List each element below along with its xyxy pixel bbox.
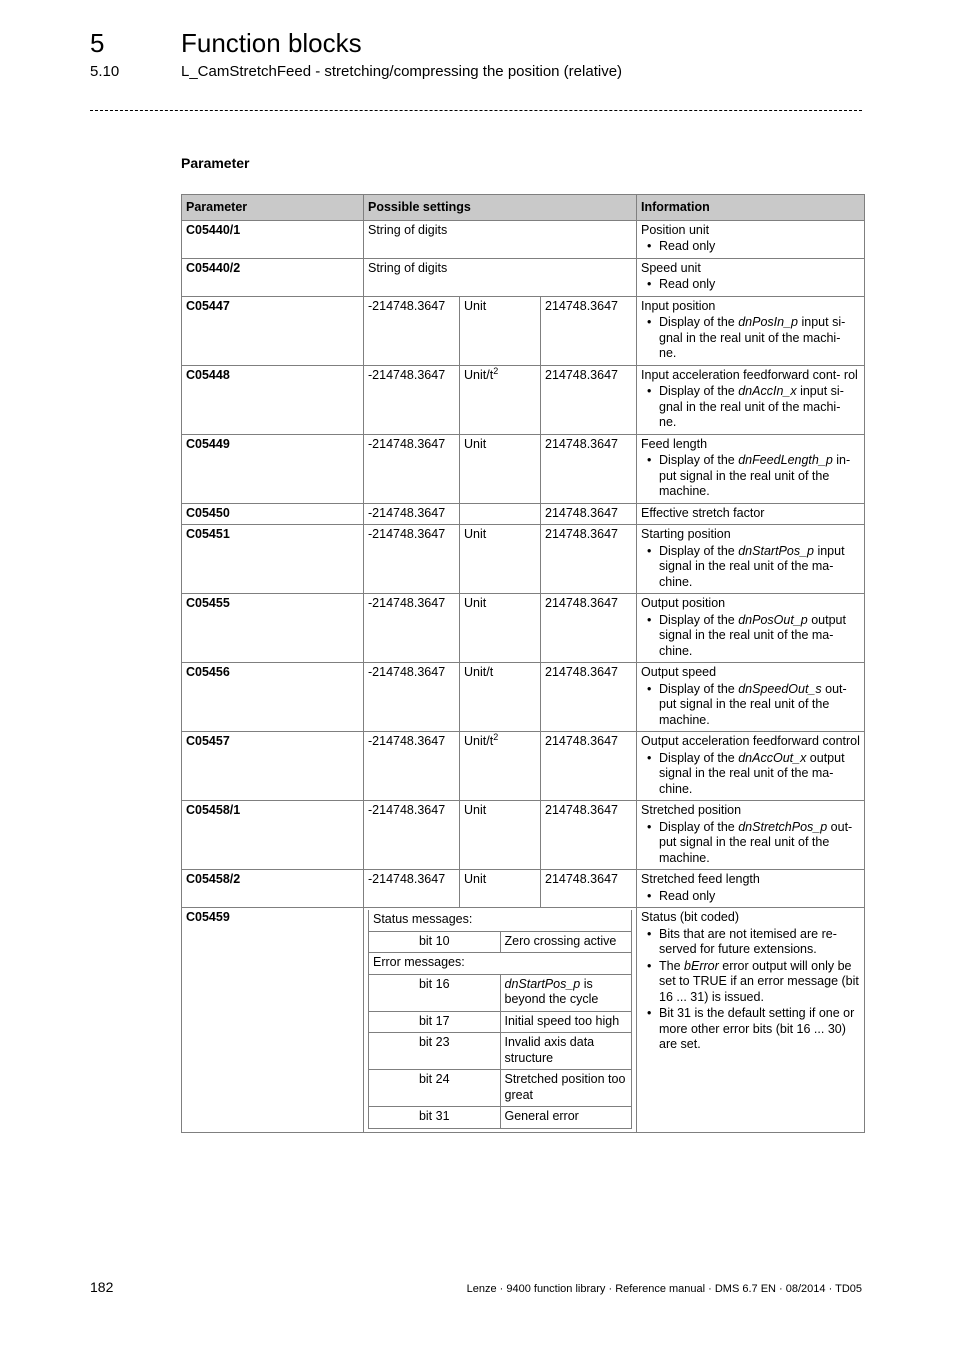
info-title: Output speed <box>641 665 717 679</box>
setting-min: -214748.3647 <box>364 525 460 594</box>
info-bullet <box>641 820 860 867</box>
unit-text: Unit <box>464 527 487 541</box>
table-row <box>182 258 865 296</box>
parameter-code: C05450 <box>182 503 364 525</box>
unit-text: Unit <box>464 298 487 313</box>
info-cell <box>637 365 865 434</box>
signal-name: dnPosIn_p <box>738 315 799 329</box>
table-row <box>182 801 865 870</box>
status-group-label: Status messages: <box>369 910 632 931</box>
table-row <box>182 663 865 732</box>
bullet-text: Display of the <box>659 384 739 398</box>
bit-number: bit 17 <box>369 1011 501 1033</box>
info-bullet: • Bit 31 is the default setting if one or more other error bits (bit 16 ... 30) are set. <box>641 1006 860 1053</box>
bullet-text: input si- gnal in the real unit of the machi- ne. <box>659 384 844 429</box>
info-title: Output acceleration feedforward control <box>641 734 860 748</box>
parameter-code: C05451 <box>182 525 364 594</box>
setting-max: 214748.3647 <box>541 365 637 434</box>
setting-text: String of digits <box>364 220 637 258</box>
signal-name: dnPosOut_p <box>738 612 808 627</box>
setting-max: 214748.3647 <box>541 663 637 732</box>
info-title: Input position <box>641 298 716 313</box>
setting-min: -214748.3647 <box>364 801 460 870</box>
setting-max: 214748.3647 <box>541 503 637 525</box>
bullet-text: Display of the <box>659 543 739 558</box>
table-row-status <box>182 908 865 1133</box>
info-bullet <box>641 453 860 500</box>
table-row <box>182 870 865 908</box>
status-bit-row <box>369 931 632 953</box>
setting-max: 214748.3647 <box>541 732 637 801</box>
bullet-text: Display of the <box>659 612 739 627</box>
parameter-code: C05459 <box>182 908 364 1133</box>
bit-description <box>500 1107 632 1129</box>
info-title: Stretched feed length <box>641 872 760 886</box>
parameter-table <box>181 194 865 1133</box>
unit-text: Unit <box>464 803 487 817</box>
bullet-text: out- put signal in the real unit of the machine. <box>659 819 853 865</box>
header-possible-settings: Possible settings <box>364 195 637 221</box>
status-bit-row <box>369 1070 632 1107</box>
setting-max: 214748.3647 <box>541 296 637 365</box>
setting-min: -214748.3647 <box>364 870 460 908</box>
table-row <box>182 594 865 663</box>
info-bullet: • Bits that are not itemised are re- served for future extensions. <box>641 927 860 958</box>
bit-text: Invalid axis data structure <box>504 1035 595 1065</box>
setting-text: String of digits <box>364 258 637 296</box>
bullet-text: Display of the <box>659 315 739 329</box>
sub-heading: Parameter <box>181 155 250 171</box>
status-bit-row <box>369 1107 632 1129</box>
info-cell <box>637 525 865 594</box>
bullet-text: input si- gnal in the real unit of the machi- ne. <box>659 315 846 360</box>
info-bullet <box>641 315 860 362</box>
setting-unit <box>460 503 541 525</box>
info-bullet <box>641 613 860 660</box>
unit-text: Unit/t <box>464 665 494 679</box>
signal-name: dnFeedLength_p <box>738 453 833 467</box>
setting-min: -214748.3647 <box>364 503 460 525</box>
setting-min: -214748.3647 <box>364 594 460 663</box>
setting-min: -214748.3647 <box>364 365 460 434</box>
chapter-number: 5 <box>90 28 105 58</box>
bullet-text: output signal in the real unit of the ma- chine. <box>659 750 845 796</box>
info-cell <box>637 908 865 1133</box>
bit-number: bit 31 <box>369 1107 501 1129</box>
table-row <box>182 296 865 365</box>
setting-min: -214748.3647 <box>364 732 460 801</box>
status-settings <box>364 908 637 1133</box>
bullet-text: in- put signal in the real unit of the machine. <box>659 453 851 498</box>
bullet-text: Display of the <box>659 681 739 696</box>
info-bullet <box>641 544 860 591</box>
setting-unit <box>460 870 541 908</box>
chapter-title: Function blocks <box>181 28 362 58</box>
bit-description <box>500 974 632 1011</box>
unit-exponent: 2 <box>493 365 499 376</box>
info-title: Stretched position <box>641 803 742 817</box>
table-header-row <box>182 195 865 221</box>
bullet-text: input signal in the real unit of the ma- chine. <box>659 543 845 589</box>
info-title: Output position <box>641 596 726 610</box>
signal-name: dnStretchPos_p <box>738 819 828 834</box>
table-row <box>182 732 865 801</box>
info-title: Status (bit coded) <box>641 910 739 924</box>
parameter-code: C05455 <box>182 594 364 663</box>
parameter-code: C05447 <box>182 296 364 365</box>
status-bit-row <box>369 974 632 1011</box>
setting-max: 214748.3647 <box>541 434 637 503</box>
setting-unit <box>460 296 541 365</box>
info-cell <box>637 503 865 525</box>
signal-name: bError <box>684 958 719 973</box>
unit-text: Unit <box>464 436 487 451</box>
bit-text: Zero crossing active <box>504 933 617 948</box>
bit-number: bit 16 <box>369 974 501 1011</box>
table-row <box>182 525 865 594</box>
setting-unit <box>460 801 541 870</box>
parameter-code: C05458/1 <box>182 801 364 870</box>
info-cell <box>637 732 865 801</box>
setting-min: -214748.3647 <box>364 663 460 732</box>
signal-name: dnAccIn_x <box>738 384 797 398</box>
parameter-code: C05456 <box>182 663 364 732</box>
signal-name: dnStartPos_p <box>504 976 581 991</box>
bullet-text: Display of the <box>659 819 739 834</box>
info-cell <box>637 870 865 908</box>
info-bullet: • Read only <box>641 277 860 293</box>
status-bit-row <box>369 1033 632 1070</box>
setting-min: -214748.3647 <box>364 434 460 503</box>
info-title: Position unit <box>641 222 710 237</box>
info-bullet <box>641 959 860 1006</box>
unit-text: Unit <box>464 872 487 886</box>
setting-max: 214748.3647 <box>541 594 637 663</box>
info-cell <box>637 594 865 663</box>
info-bullet <box>641 751 860 798</box>
header-divider <box>90 110 862 111</box>
status-group-row <box>369 953 632 975</box>
bit-description <box>500 931 632 953</box>
info-title: Speed unit <box>641 260 701 275</box>
setting-unit <box>460 434 541 503</box>
bullet-text: error output will only be set to TRUE if an error message (bit 16 ... 31) is issued. <box>659 958 859 1004</box>
info-cell <box>637 663 865 732</box>
bullet-text: Display of the <box>659 453 739 467</box>
unit-text: Unit <box>464 596 487 610</box>
info-title: Effective stretch factor <box>641 505 765 520</box>
bit-description <box>500 1033 632 1070</box>
bit-description <box>500 1070 632 1107</box>
bit-number: bit 23 <box>369 1033 501 1070</box>
table-row <box>182 220 865 258</box>
table-row <box>182 503 865 525</box>
bit-text: Initial speed too high <box>504 1013 620 1028</box>
bullet-text: out- put signal in the real unit of the machine. <box>659 681 847 727</box>
section-title: L_CamStretchFeed - stretching/compressing the position (relative) <box>181 63 623 80</box>
parameter-code: C05458/2 <box>182 870 364 908</box>
parameter-code: C05449 <box>182 434 364 503</box>
unit-exponent: 2 <box>493 731 499 742</box>
info-title: Starting position <box>641 527 731 541</box>
setting-max: 214748.3647 <box>541 870 637 908</box>
setting-min: -214748.3647 <box>364 296 460 365</box>
bullet-text: The <box>659 958 685 973</box>
bit-number: bit 10 <box>369 931 501 953</box>
section-number: 5.10 <box>90 63 120 80</box>
bit-text: General error <box>504 1109 579 1123</box>
bullet-text: Display of the <box>659 750 739 765</box>
info-title: Input acceleration feedforward cont- rol <box>641 367 858 382</box>
unit-text: Unit/t <box>464 367 494 382</box>
setting-max: 214748.3647 <box>541 801 637 870</box>
parameter-code: C05457 <box>182 732 364 801</box>
bit-text: Stretched position too great <box>504 1072 626 1102</box>
info-cell <box>637 801 865 870</box>
info-bullet: • Read only <box>641 889 860 905</box>
parameter-code: C05448 <box>182 365 364 434</box>
bit-description <box>500 1011 632 1033</box>
signal-name: dnSpeedOut_s <box>738 681 822 696</box>
table-row <box>182 365 865 434</box>
signal-name: dnStartPos_p <box>738 543 814 558</box>
setting-unit <box>460 365 541 434</box>
info-cell <box>637 434 865 503</box>
header-information: Information <box>637 195 865 221</box>
info-cell <box>637 258 865 296</box>
info-bullet: • Read only <box>641 239 860 255</box>
page-number: 182 <box>90 1279 114 1295</box>
info-bullet <box>641 682 860 729</box>
setting-unit <box>460 525 541 594</box>
info-bullet <box>641 384 860 431</box>
info-cell <box>637 220 865 258</box>
parameter-code: C05440/1 <box>182 220 364 258</box>
info-title: Feed length <box>641 436 708 451</box>
table-row <box>182 434 865 503</box>
footer-doc-info: Lenze · 9400 function library · Reference manual · DMS 6.7 EN · 08/2014 · TD05 <box>466 1283 862 1295</box>
setting-unit <box>460 594 541 663</box>
unit-text: Unit/t <box>464 734 494 748</box>
info-cell <box>637 296 865 365</box>
parameter-code: C05440/2 <box>182 258 364 296</box>
header-parameter: Parameter <box>182 195 364 221</box>
status-group-label: Error messages: <box>369 953 632 975</box>
signal-name: dnAccOut_x <box>738 750 807 765</box>
bullet-text: output signal in the real unit of the ma- chine. <box>659 612 846 658</box>
status-bits-table <box>368 910 632 1129</box>
bit-number: bit 24 <box>369 1070 501 1107</box>
setting-max: 214748.3647 <box>541 525 637 594</box>
status-group-row <box>369 910 632 931</box>
status-bit-row <box>369 1011 632 1033</box>
bit-text: is beyond the cycle <box>504 976 599 1006</box>
setting-unit <box>460 732 541 801</box>
setting-unit <box>460 663 541 732</box>
